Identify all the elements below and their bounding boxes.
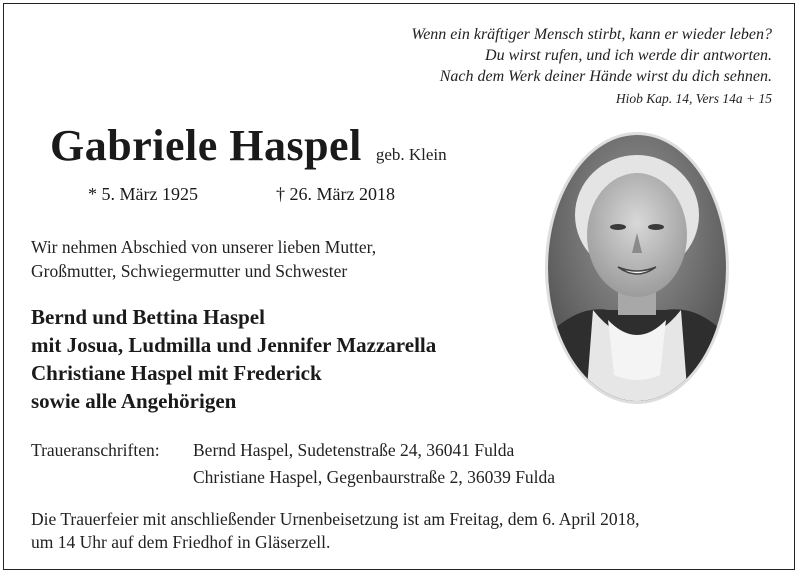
intro-line: Großmutter, Schwiegermutter und Schwester (31, 261, 348, 281)
mourner-line: mit Josua, Ludmilla und Jennifer Mazzarella (31, 333, 437, 357)
ceremony-line: Die Trauerfeier mit anschließender Urnenbeisetzung ist am Freitag, dem 6. April 2018, (31, 509, 640, 529)
maiden-name: geb. Klein (375, 145, 447, 164)
address-label: Traueranschriften: (31, 440, 160, 460)
mourner-line: Christiane Haspel mit Frederick (31, 361, 322, 385)
death-date: † 26. März 2018 (276, 184, 395, 204)
quote-line: Nach dem Werk deiner Hände wirst du dich sehnen. (439, 68, 772, 85)
ceremony-line: um 14 Uhr auf dem Friedhof in Gläserzell. (31, 532, 331, 552)
birth-date: * 5. März 1925 (88, 184, 198, 204)
farewell-intro (31, 235, 376, 283)
deceased-name: Gabriele Haspel (50, 121, 362, 170)
address-1: Bernd Haspel, Sudetenstraße 24, 36041 Fulda (193, 440, 515, 460)
intro-line: Wir nehmen Abschied von unserer lieben Mutter, (31, 237, 377, 257)
quote-source: Hiob Kap. 14, Vers 14a + 15 (615, 91, 772, 106)
address-2: Christiane Haspel, Gegenbaurstraße 2, 36039 Fulda (193, 467, 556, 487)
bible-quote (411, 24, 772, 87)
ceremony-info (31, 508, 639, 554)
portrait-photo (545, 132, 729, 404)
quote-line: Du wirst rufen, und ich werde dir antworten. (485, 47, 772, 64)
mourner-line: Bernd und Bettina Haspel (31, 305, 265, 329)
quote-line: Wenn ein kräftiger Mensch stirbt, kann er wieder leben? (411, 26, 772, 43)
deceased-name-row (50, 120, 447, 171)
mourners-list (31, 303, 436, 415)
mourner-line: sowie alle Angehörigen (31, 389, 237, 413)
portrait-image (548, 135, 726, 401)
